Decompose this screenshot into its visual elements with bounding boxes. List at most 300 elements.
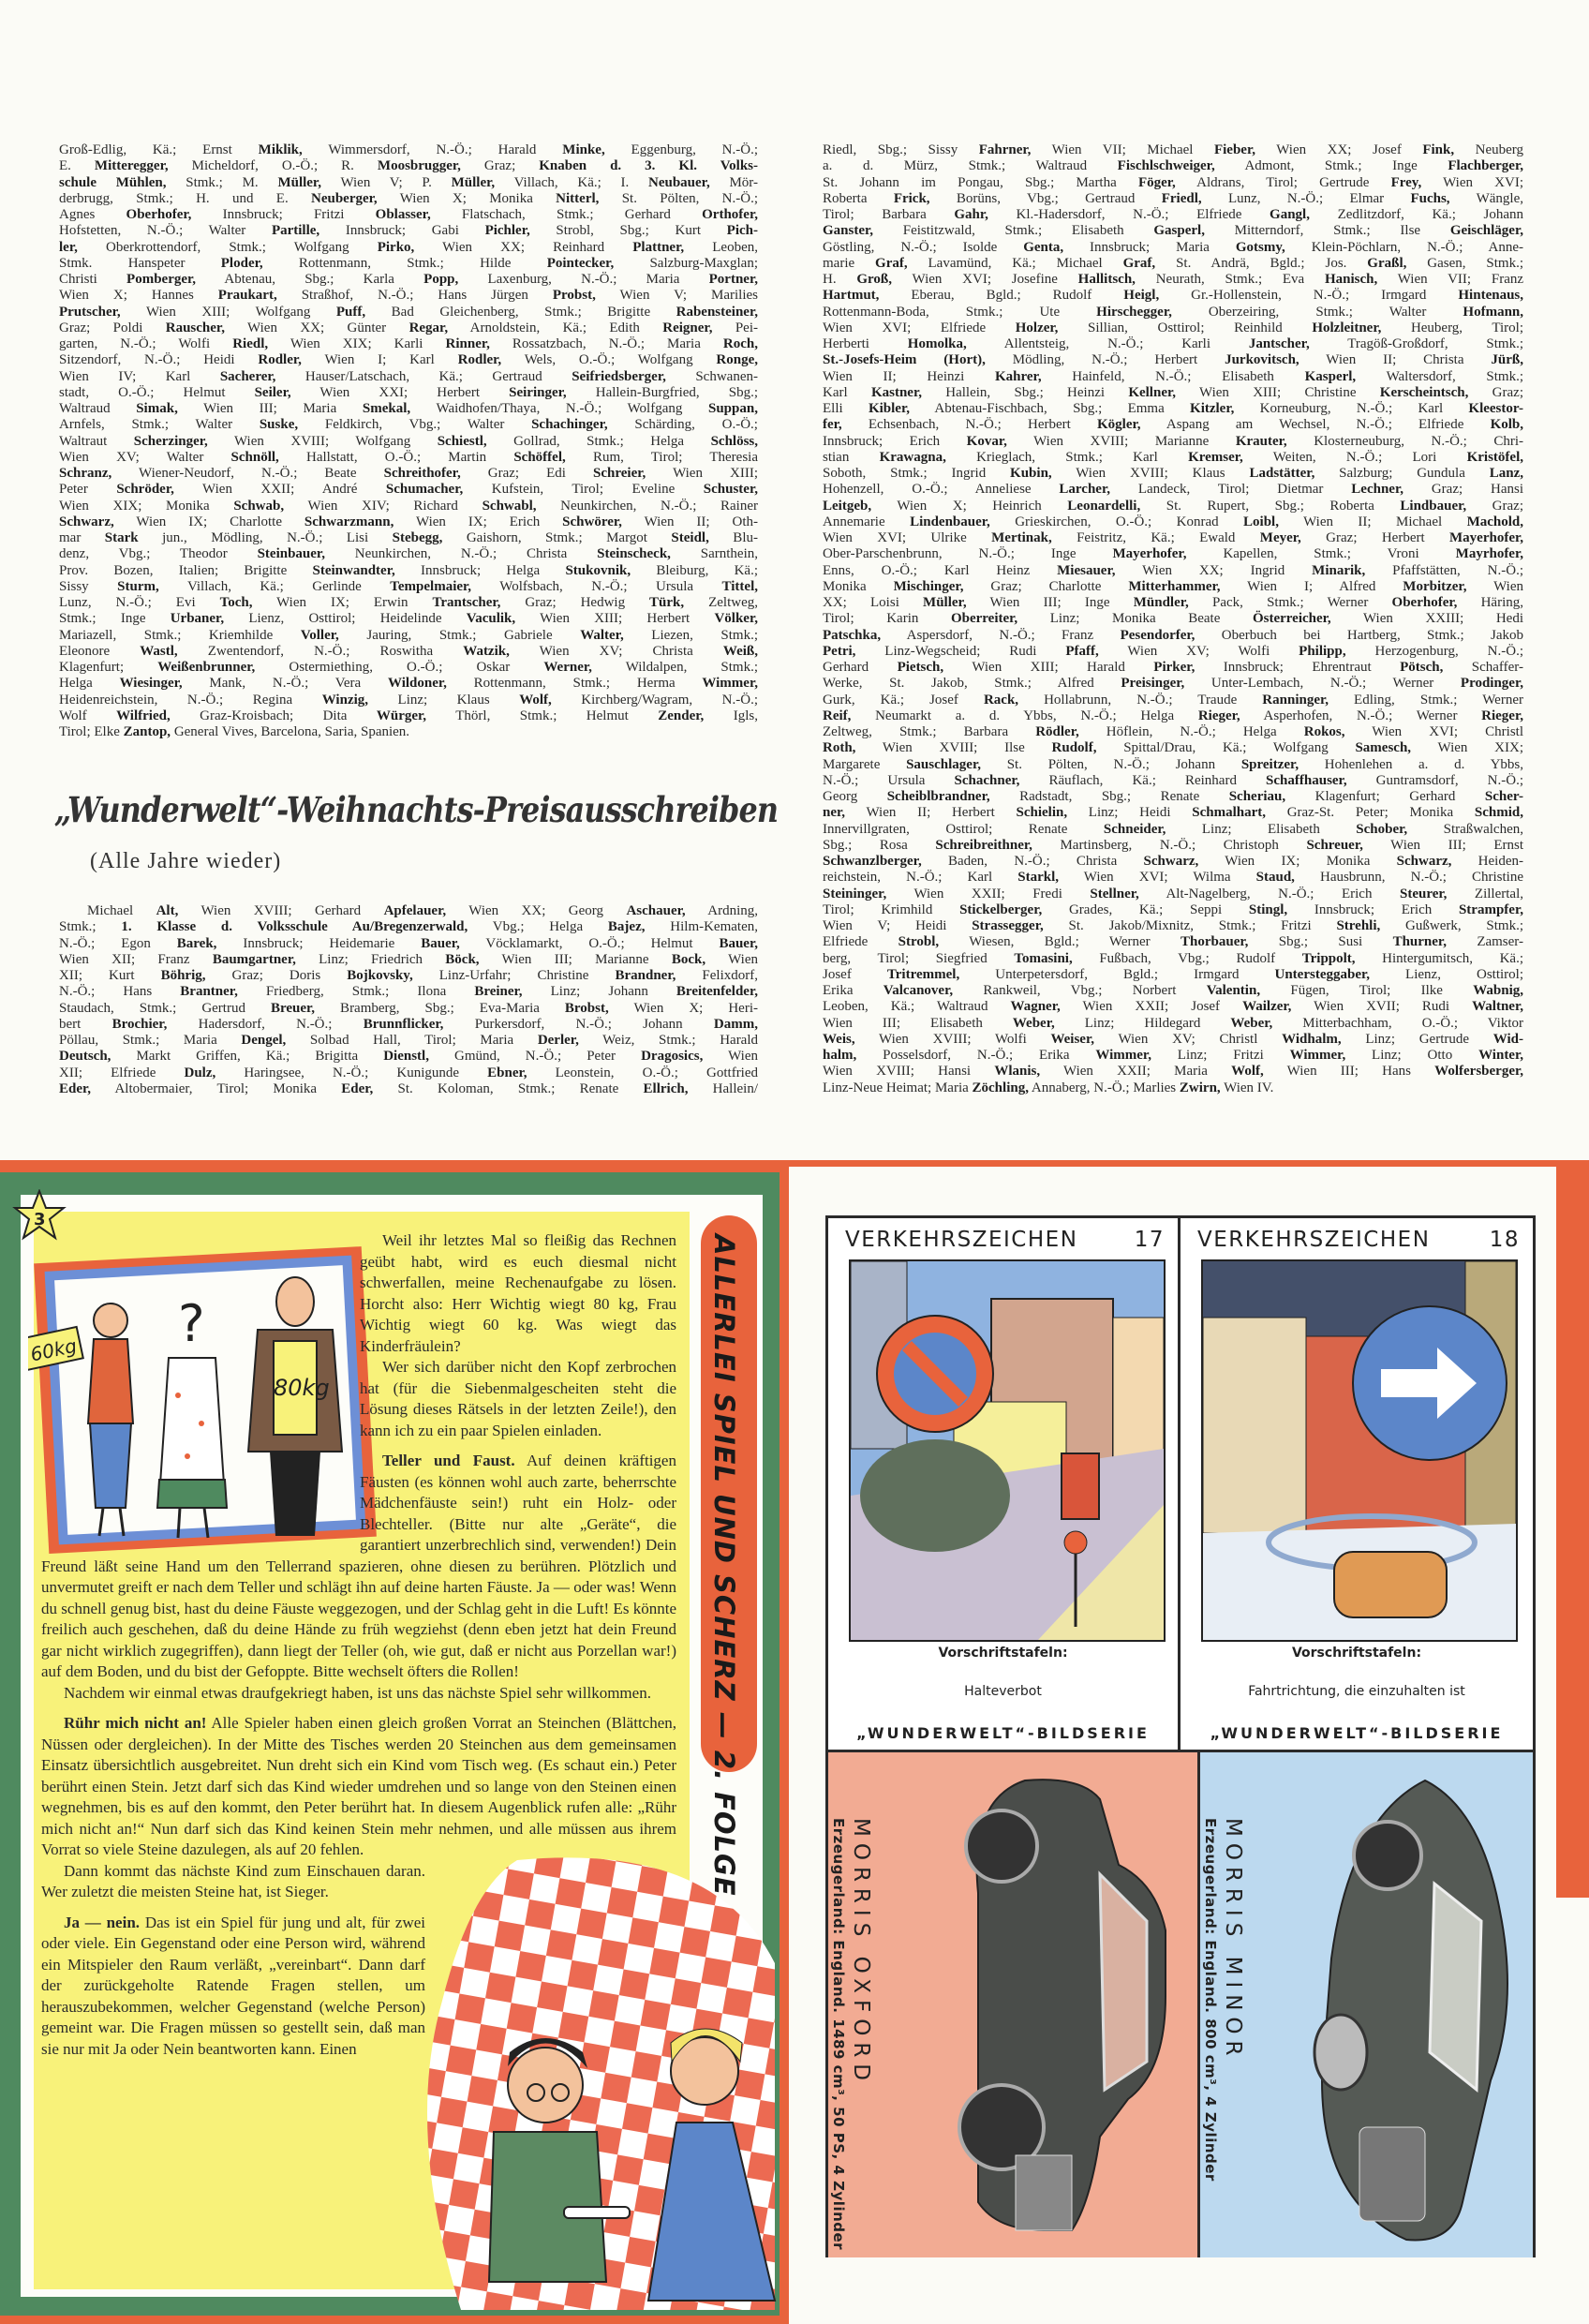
winner-details: Gaishorn, Stmk.; Margot [442, 530, 672, 545]
winner-surname: Sturm, [117, 578, 159, 594]
list-line [823, 805, 1523, 821]
winner-details: Neurath, Stmk.; Eva [1135, 272, 1325, 287]
list-line [823, 223, 1523, 239]
winner-details: Neumarkt a. d. Ybbs, N.-Ö.; Helga [851, 708, 1198, 723]
winner-surname: Brantner, [180, 984, 238, 1000]
winner-surname: Ebner, [487, 1065, 527, 1080]
winner-surname: Wimmer, [1095, 1048, 1151, 1063]
winner-details: Lavamünd, Kä.; Michael [907, 255, 1123, 271]
winner-details: Graz; Herbert [1300, 530, 1450, 545]
winner-details: Linz; Friedrich [295, 951, 446, 967]
winner-surname: Mertinak, [991, 530, 1052, 545]
collector-cards-sheet [825, 1215, 1536, 2257]
winner-details: Hainfeld, N.-Ö.; Elisabeth [1041, 368, 1305, 384]
winner-surname: Valcanover, [883, 983, 954, 998]
winner-surname: Ronge, [716, 352, 758, 368]
card-caption: Vorschriftstafeln: [1291, 1646, 1422, 1661]
winner-surname: Wildoner, [387, 676, 447, 692]
list-line [823, 207, 1523, 223]
winner-details: Leoben, Kä.; Waltraud [823, 999, 1011, 1015]
list-line [823, 693, 1523, 708]
list-line [823, 999, 1523, 1015]
winner-surname: Alt, [156, 903, 179, 918]
list-line [823, 352, 1523, 368]
winner-details: Rossatzbach, N.-Ö.; Maria [489, 336, 723, 351]
winner-surname: Rieger, [1481, 708, 1523, 723]
winner-surname: Reigner, [662, 320, 713, 335]
winner-surname: Popp, [423, 272, 459, 287]
winner-details: Aspang am Wechsel, N.-Ö.; Elfriede [1140, 417, 1491, 433]
winner-surname: Breuer, [270, 1000, 316, 1016]
winner-surname: Kremser, [1188, 449, 1243, 465]
winner-surname: Rabensteiner, [676, 304, 758, 320]
winner-surname: Breitenfelder, [676, 984, 758, 1000]
winner-surname: Völker, [714, 611, 758, 627]
winner-surname: Schober, [1356, 821, 1408, 837]
winner-details: St. Koloman, Stmk.; Renate [373, 1080, 644, 1096]
winner-details: Staudach, Stmk.; Gertrud [59, 1000, 271, 1016]
winner-details: Stmk.; M. [166, 174, 278, 190]
winner-details: Heuberg, Tirol; [1381, 320, 1523, 335]
winner-surname: Suppan, [708, 401, 758, 416]
winner-surname: Kovar, [966, 433, 1007, 449]
winner-details: Graz; Hedwig [500, 595, 650, 610]
winner-details: Annemarie [823, 514, 911, 529]
winner-details: Wien XVII; Rudi [1291, 999, 1473, 1015]
winner-surname: Thorbauer, [1181, 934, 1249, 950]
winner-surname: Smekal, [362, 401, 411, 416]
winner-surname: Föger, [1137, 174, 1176, 190]
winner-surname: Kellner, [1128, 384, 1177, 400]
winner-surname: Aschauer, [626, 903, 686, 918]
list-line [59, 644, 758, 660]
list-line [59, 1033, 758, 1049]
winner-details: Monika [823, 578, 894, 594]
mother-weight-label: 60kg [28, 1333, 79, 1366]
winner-surname: Böck, [445, 951, 480, 967]
winner-details: Groß-Edlig, Kä.; Ernst [59, 142, 259, 157]
winner-surname: Zender, [658, 708, 705, 723]
winner-details: Oberbuch bei Hartberg, Stmk.; Jakob [1195, 627, 1524, 643]
winner-surname: Ganster, [823, 223, 874, 239]
list-line [823, 401, 1523, 417]
list-line [59, 903, 758, 919]
winner-surname: Sauschlager, [906, 756, 981, 772]
winner-details: Wien VII; Franz [1377, 272, 1524, 287]
list-line [823, 305, 1523, 320]
winner-surname: Oberreiter, [950, 611, 1018, 627]
winner-surname: Geischläger, [1449, 223, 1523, 239]
list-line [823, 450, 1523, 466]
winner-details: Waltersdorf, Stmk.; [1356, 368, 1523, 384]
winner-surname: Regar, [408, 320, 449, 335]
winners-list-previous-contest [59, 142, 758, 740]
winner-details: Solbad Hall, Tirol; Maria [286, 1033, 538, 1048]
winner-details: Baden, N.-Ö.; Christa [921, 854, 1144, 869]
winner-surname: Rack, [983, 692, 1019, 708]
list-line [59, 952, 758, 968]
winner-details: Spittal/Drau, Kä.; Wolfgang [1096, 740, 1356, 756]
winner-surname: Genta, [1023, 239, 1064, 255]
list-line [59, 708, 758, 724]
winner-details: Unterpetersdorf, Bgld.; Irmgard [959, 966, 1275, 982]
episode-number: 3 [34, 1210, 46, 1229]
winner-details: Hilm-Kematen, [645, 919, 758, 935]
winner-surname: Trippolt, [1301, 950, 1356, 966]
winner-details: Wien XVIII; Wolfi [854, 1031, 1051, 1047]
winner-details: Wien X; Heri- [608, 1000, 758, 1016]
winner-details: St. Pölten, N.-Ö.; Johann [980, 756, 1241, 772]
winner-details: Rottenmann, Stmk.; Hilde [262, 255, 547, 271]
list-line [59, 175, 758, 191]
winner-details: Wien XX; Josef [1255, 142, 1423, 157]
winner-surname: Moosbrugger, [377, 158, 461, 174]
winner-surname: Gasperl, [1153, 223, 1205, 239]
winner-surname: Stellner, [1090, 886, 1139, 901]
winner-surname: ner, [823, 805, 846, 821]
winner-details: Wien XVIII; Wolfgang [207, 433, 438, 449]
winner-surname: Nitterl, [556, 190, 600, 206]
winner-surname: Mischinger, [893, 578, 964, 594]
car-card-morris-minor [1200, 1750, 1533, 2257]
winner-surname: Machold, [1466, 514, 1523, 529]
winner-details: Graz; Hansi [1403, 482, 1523, 498]
winner-details: Feistitzwald, Stmk.; Elisabeth [873, 223, 1154, 239]
winner-details: Aspersdorf, N.-Ö.; Franz [881, 627, 1121, 643]
winner-surname: Frey, [1390, 174, 1422, 190]
winner-surname: Spreitzer, [1240, 756, 1299, 772]
winner-surname: Zwirn, [1179, 1080, 1221, 1095]
winner-details: Innsbruck; Gabi [319, 223, 485, 239]
winner-details: Wien IX; Monika [1198, 854, 1397, 869]
winner-surname: Bajez, [607, 919, 646, 935]
winner-surname: Walter, [580, 627, 624, 643]
winner-surname: Brobst, [564, 1000, 609, 1016]
list-line [823, 822, 1523, 838]
winners-list-christmas-contest-right [823, 142, 1523, 1096]
winner-surname: Gahr, [954, 207, 988, 222]
winner-details: Linz; Johann [522, 984, 676, 1000]
winner-details: Oberkrottendorf, Stmk.; Wolfgang [77, 239, 378, 255]
winner-surname: Schmalhart, [1192, 805, 1266, 821]
winner-details: Wien XV; Christl [1094, 1031, 1283, 1047]
winner-details: Wien IX; Erwin [252, 595, 433, 610]
game-title: Rühr mich nicht an! [64, 1714, 207, 1732]
list-line [59, 223, 758, 239]
list-line [823, 530, 1523, 546]
winner-details: Tirol; Elke [59, 724, 124, 739]
winner-details: Sarnthein, [670, 546, 758, 562]
winner-details: Wien XXII; André [173, 482, 386, 498]
winner-details: Zwentendorf, N.-Ö.; Roswitha [177, 643, 464, 659]
winner-details: Pfaffstätten, N.-Ö.; [1365, 562, 1524, 578]
winner-details: Roberta [823, 190, 894, 206]
winner-details: Wien XIII; Harald [943, 660, 1154, 675]
list-line [59, 417, 758, 433]
winner-surname: Eder, [59, 1080, 92, 1096]
winner-surname: Patschka, [823, 627, 882, 643]
car-card-morris-oxford [828, 1750, 1200, 2257]
winner-details: Graz; Poldi [59, 320, 166, 335]
morris-oxford-car-image [913, 1762, 1194, 2249]
winner-details: Wels, O.-Ö.; Wolfgang [501, 352, 717, 368]
winner-surname: Lindbauer, [1400, 498, 1467, 514]
winner-details: St. Pölten, N.-Ö.; [599, 190, 758, 206]
winner-surname: 1. Klasse d. Volksschule Au/Bregenzerwald, [121, 919, 468, 935]
list-line [59, 401, 758, 417]
winner-surname: Prutscher, [59, 304, 121, 320]
winner-details: Pei- [712, 320, 758, 335]
winner-details: Wien III; Marianne [479, 951, 672, 967]
list-line [823, 644, 1523, 660]
winner-surname: Jürß, [1491, 352, 1523, 368]
winner-surname: Minarik, [1312, 562, 1366, 578]
list-line [59, 272, 758, 288]
winner-surname: Neubauer, [648, 174, 710, 190]
list-line [823, 934, 1523, 950]
winner-surname: Urbaner, [170, 611, 225, 627]
winner-details: Wien II; Herbert [845, 805, 1017, 821]
game-title: Teller und Faust. [382, 1452, 515, 1469]
winner-details: Friedberg, Stmk.; Ilona [237, 984, 475, 1000]
list-line [823, 740, 1523, 756]
winner-surname: Philipp, [1299, 643, 1346, 659]
winner-surname: Schneider, [1103, 821, 1166, 837]
winner-details: Wien XIX; [1411, 740, 1523, 756]
winner-surname: Pesendorfer, [1120, 627, 1195, 643]
intro-paragraph-2: Wer sich darüber nicht den Kopf zerbrochen hat (für die Siebenmalgescheiten steht die Lösung dieses Rätsels in der letzten Zeile!), den kann ich zu ein paar Spielen einladen. [360, 1358, 676, 1439]
winner-surname: Wimmer, [1289, 1048, 1346, 1063]
winner-details: Herzogenburg, N.-Ö.; [1345, 643, 1523, 659]
series-title-strip [701, 1215, 757, 1897]
list-line [823, 256, 1523, 272]
winner-details: Korneuburg, N.-Ö.; Karl [1234, 401, 1469, 416]
winner-surname: Damm, [713, 1016, 758, 1032]
winner-surname: Strehli, [1336, 918, 1381, 933]
winner-details: Eggenburg, N.-Ö.; [604, 142, 758, 157]
winner-details: Wien III; Elisabeth [823, 1015, 1013, 1031]
winner-surname: Orthofer, [702, 207, 758, 222]
car-specs: Erzeugerland: England. 1489 cm³, 50 PS, 4 Zylinder [830, 1818, 847, 2251]
list-line [823, 1048, 1523, 1064]
list-line [823, 579, 1523, 595]
list-line [59, 693, 758, 708]
winner-surname: Weber, [1230, 1015, 1273, 1031]
winner-details: Graz; [460, 158, 540, 174]
winner-details: Wien II; Heinzi [823, 368, 995, 384]
winner-details: Sillian, Osttirol; Reinhild [1058, 320, 1313, 335]
list-line [59, 305, 758, 320]
winner-surname: Schröder, [116, 482, 174, 498]
winner-surname: Pirker, [1153, 660, 1195, 675]
winner-details: Graz; [1466, 498, 1523, 514]
one-way-direction-scene-image [1201, 1259, 1518, 1642]
winner-details: Thörl, Stmk.; Helmut [426, 708, 659, 723]
winner-surname: Baumgartner, [212, 951, 296, 967]
winner-details: Wien XVI; [1421, 174, 1523, 190]
winner-surname: Watzik, [463, 643, 510, 659]
winner-surname: Riedl, [232, 336, 269, 351]
winner-details: Kufstein, Tirol; Eveline [463, 482, 704, 498]
winner-details: Villach, Kä.; I. [495, 174, 648, 190]
winner-details: Fügen, Tirol; Ilke [1260, 983, 1474, 998]
winner-details: Altobermaier, Tirol; Monika [91, 1080, 342, 1096]
winner-details: Schaffer- [1443, 660, 1523, 675]
winner-details: Wien V; P. [320, 174, 452, 190]
winner-details: N.-Ö.; Hans [59, 984, 181, 1000]
winner-details: Zamser- [1446, 934, 1523, 950]
list-line [823, 951, 1523, 967]
winner-details: Landeck, Tirol; Dietmar [1110, 482, 1352, 498]
winner-details: Leoben, [684, 239, 758, 255]
list-line [823, 983, 1523, 999]
winner-details: Tragöß-Großdorf, Stmk.; [1309, 336, 1523, 351]
winner-surname: Rauscher, [165, 320, 225, 335]
card-title: VERKEHRSZEICHEN [845, 1228, 1078, 1252]
winner-details: Linz-Urfahr; Christine [412, 968, 616, 983]
winner-surname: Stark [104, 530, 139, 545]
list-line [59, 1017, 758, 1033]
game-ja-nein [41, 1913, 425, 2061]
winner-surname: Neuberger, [311, 190, 378, 206]
winner-details: Linz-Wegscheid; Rudi [855, 643, 1066, 659]
game-description: Auf deinen kräftigen Fäusten (es können wohl auch zarte, beherrschte Mädchenfäuste sein!) ruht ein Holz- oder Blechteller. (Bitte nur alte „Geräte“, die garantiert unzerbrechlich sind, verwenden!) Dein Freund läßt seine Hand um den Tellerrand spazieren, ohne diesen zu berühren. Plötzlich und unvermutet greift er nach dem Teller und schlägt ihn auf deine harten Fäuste. Ja — oder was! Wenn du schnell genug bist, hast du deine Fäuste weggezogen, und der Schlag geht in die Luft! Es könnte freilich auch geschehen, daß du deine Hände zu früh wegziehst (denn eben jetzt hat dein Freund gar nicht wirklich zugegriffen), dann liegt der Teller (oh, wie gut, daß er nicht aus Porzellan war!) auf dem Boden, und du bist der Gefoppte. Bitte wechselt öfters die Rollen! [41, 1452, 676, 1680]
winner-details: Wien I; Karl [301, 352, 458, 368]
winner-surname: Fink, [1422, 142, 1455, 157]
winner-details: Echsenbach, N.-Ö.; Herbert [841, 417, 1097, 433]
list-line [59, 288, 758, 304]
winner-details: Laxenburg, N.-Ö.; Maria [458, 272, 709, 287]
list-line [823, 158, 1523, 174]
winner-surname: Kibler, [868, 401, 910, 416]
winner-details: Wien II; Oth- [621, 514, 758, 529]
winner-details: Hallein, Sbg.; Heinzi [921, 384, 1129, 400]
winner-surname: Wlanis, [994, 1064, 1041, 1080]
winner-details: Wien XV; Christa [509, 643, 723, 659]
winner-surname: Ranninger, [1262, 692, 1329, 708]
winner-surname: Kerscheintsch, [1379, 384, 1469, 400]
winner-surname: Graf, [875, 255, 908, 271]
winner-surname: Seiler, [254, 384, 291, 400]
list-line [823, 142, 1523, 158]
winner-details: Kirchberg/Wagram, N.-Ö.; [551, 692, 758, 708]
winner-details: Linz; Fritzi [1151, 1048, 1290, 1063]
winner-surname: Steurer, [1399, 886, 1448, 901]
winner-details: Wolfsbach, N.-Ö.; Ursula [471, 578, 722, 594]
winner-surname: Brunnflicker, [363, 1016, 444, 1032]
winner-details: Wien XX; Reinhard [414, 239, 633, 255]
winner-surname: Schachner, [954, 772, 1020, 788]
winner-surname: Sacherer, [219, 368, 276, 384]
list-line [59, 385, 758, 401]
winner-details: Waltraut [59, 433, 134, 449]
winner-details: Wien XXII; Fredi [886, 886, 1091, 901]
winner-surname: Probst, [552, 288, 596, 304]
winner-surname: Schreithofer, [383, 466, 461, 481]
list-line [59, 936, 758, 952]
winner-surname: Wailzer, [1242, 999, 1292, 1015]
winner-surname: Kahrer, [995, 368, 1042, 384]
winner-surname: Barek, [176, 935, 217, 951]
winner-surname: Schreibreithner, [935, 837, 1032, 853]
winner-details: Wiesen, Bgld.; Werner [939, 934, 1181, 950]
winner-surname: Hanisch, [1324, 272, 1378, 287]
winner-surname: Staud, [1255, 870, 1295, 886]
winner-details: Gollrad, Stmk.; Helga [486, 433, 711, 449]
winner-details: Wien XVIII; Hansi [823, 1064, 995, 1080]
winner-surname: Fuchs, [1410, 190, 1450, 206]
list-line [823, 967, 1523, 983]
winner-details: mar [59, 530, 105, 545]
winner-details: Feldkirch, Vbg.; Walter [298, 417, 532, 433]
list-line [59, 256, 758, 272]
list-line [59, 369, 758, 385]
green-frame [0, 1172, 780, 2316]
list-line [823, 1016, 1523, 1032]
winner-details: Tirol; Karin [823, 611, 951, 627]
winner-details: Edling, Stmk.; Werner [1329, 692, 1523, 708]
winner-details: Wien II; Christa [1299, 352, 1492, 368]
winner-surname: Rodler, [457, 352, 502, 368]
winner-details: Klein-Pöchlarn, N.-Ö.; Anne- [1285, 239, 1523, 255]
list-line [59, 546, 758, 562]
winner-surname: Voller, [300, 627, 339, 643]
winner-surname: Schlöss, [710, 433, 758, 449]
winner-surname: Leitgeb, [823, 498, 872, 514]
winner-details: Christi [59, 272, 127, 287]
winner-details: Kapellen, Stmk.; Vroni [1186, 546, 1456, 562]
winner-details: Linz-Neue Heimat; Maria [823, 1080, 973, 1095]
winner-surname: Böhrig, [160, 968, 206, 983]
winner-surname: Larcher, [1059, 482, 1110, 498]
illustration-space [41, 1230, 360, 1555]
winner-details: Klagenfurt; [59, 660, 158, 675]
winner-details: Arnoldstein, Kä.; Edith [448, 320, 663, 335]
winner-details: Linz; Hildegard [1054, 1015, 1231, 1031]
list-line [823, 466, 1523, 482]
winner-surname: Schachinger, [531, 417, 608, 433]
winner-details: Wien XX; Georg [446, 903, 627, 918]
list-line [59, 611, 758, 627]
winner-details: Sbg.; Rosa [823, 837, 936, 853]
winner-details: Wien V; Heidi [823, 918, 973, 933]
winner-surname: Valentin, [1206, 983, 1261, 998]
winner-surname: Portner, [708, 272, 758, 287]
sign-name: Halteverbot [964, 1684, 1042, 1699]
winner-surname: Würger, [376, 708, 427, 723]
winner-surname: Schwörer, [562, 514, 622, 529]
winner-details: Werke, St. Jakob, Stmk.; Alfred [823, 676, 1121, 692]
list-line [59, 499, 758, 514]
winner-details: Innervillgraten, Osttirol; Renate [823, 821, 1104, 837]
winner-surname: Werner, [543, 660, 592, 675]
list-line [59, 320, 758, 336]
winner-details: Wien XXII; Josef [1060, 999, 1243, 1015]
winner-surname: Morbitzer, [1403, 578, 1467, 594]
winner-details: Wien XVI; Wilma [1059, 870, 1256, 886]
winner-surname: Wilfried, [116, 708, 171, 723]
winner-details: Wien XIX; Monika [59, 498, 234, 514]
winner-details: Pack, Stmk.; Werner [1188, 595, 1392, 610]
winner-surname: Wolfersberger, [1434, 1064, 1524, 1080]
winner-details: Wien III; Ernst [1362, 837, 1523, 853]
winner-details: Arnfels, Stmk.; Walter [59, 417, 260, 433]
winner-details: Klosterneuburg, N.-Ö.; Chri- [1286, 433, 1524, 449]
list-line [59, 191, 758, 207]
father-weight-label: 80kg [274, 1375, 330, 1401]
list-line [823, 385, 1523, 401]
winner-surname: Steidl, [671, 530, 709, 545]
